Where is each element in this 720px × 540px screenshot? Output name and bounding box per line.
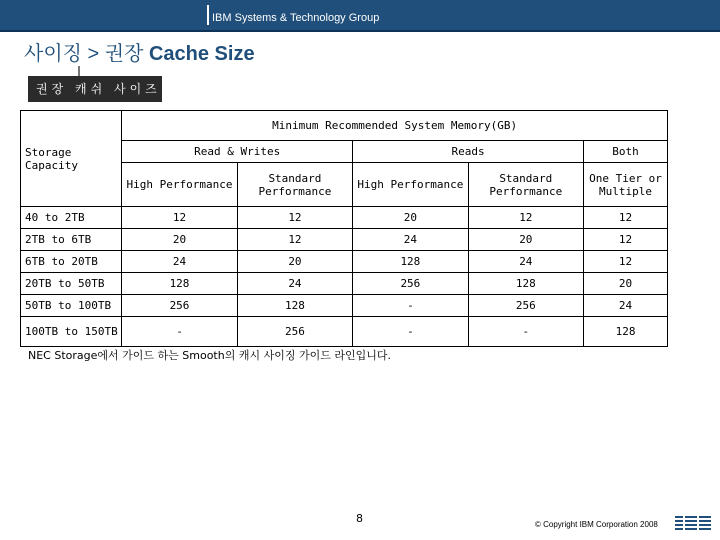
table-cell: 20: [353, 207, 468, 229]
table-cell: 128: [584, 317, 668, 347]
table-cell: 12: [584, 207, 668, 229]
table-cell: 128: [468, 273, 583, 295]
title-english: Cache Size: [148, 43, 255, 65]
col-header: High Performance: [353, 163, 468, 207]
col-header: High Performance: [122, 163, 237, 207]
row-label: 50TB to 100TB: [21, 295, 122, 317]
group-name: IBM Systems & Technology Group: [212, 12, 380, 24]
table-cell: -: [468, 317, 583, 347]
group-header-rw: Read & Writes: [122, 141, 353, 163]
table-cell: 24: [584, 295, 668, 317]
title-korean: 사이징 > 권장: [24, 43, 144, 65]
row-header: Storage Capacity: [21, 111, 122, 207]
row-label: 20TB to 50TB: [21, 273, 122, 295]
table-cell: 256: [468, 295, 583, 317]
slide-title: [24, 37, 255, 66]
table-cell: 24: [353, 229, 468, 251]
header-divider: [207, 5, 209, 25]
col-header: Standard Performance: [237, 163, 352, 207]
table-row: [21, 251, 668, 273]
row-label: 40 to 2TB: [21, 207, 122, 229]
table-row: [21, 295, 668, 317]
table-row: [21, 273, 668, 295]
table-cell: -: [353, 295, 468, 317]
table-cell: 256: [353, 273, 468, 295]
table-cell: 20: [584, 273, 668, 295]
cache-size-table: [20, 110, 668, 347]
table-cell: 12: [584, 251, 668, 273]
table-cell: 20: [237, 251, 352, 273]
table-cell: 128: [353, 251, 468, 273]
table-cell: 24: [468, 251, 583, 273]
table-cell: 12: [237, 207, 352, 229]
main-header: Minimum Recommended System Memory(GB): [122, 111, 668, 141]
group-header-both: Both: [584, 141, 668, 163]
footnote: NEC Storage에서 가이드 하는 Smooth의 캐시 사이징 가이드 라인입니다.: [28, 349, 391, 362]
table-row: [21, 207, 668, 229]
table-cell: 20: [468, 229, 583, 251]
table-cell: 12: [468, 207, 583, 229]
col-header: Standard Performance: [468, 163, 583, 207]
row-label: 2TB to 6TB: [21, 229, 122, 251]
table-cell: -: [122, 317, 237, 347]
table-cell: 24: [237, 273, 352, 295]
group-header-reads: Reads: [353, 141, 584, 163]
col-header: One Tier or Multiple: [584, 163, 668, 207]
header-bar: [0, 0, 720, 32]
page-number: 8: [356, 512, 363, 525]
table-cell: 256: [122, 295, 237, 317]
row-label: 100TB to 150TB: [21, 317, 122, 347]
table-cell: 12: [122, 207, 237, 229]
row-label: 6TB to 20TB: [21, 251, 122, 273]
section-tab: [28, 76, 162, 102]
table-cell: 12: [584, 229, 668, 251]
section-tab-label: 권장 캐쉬 사이즈: [36, 82, 161, 96]
table-cell: 24: [122, 251, 237, 273]
table-row: [21, 229, 668, 251]
ibm-logo-icon: [675, 515, 711, 533]
table-cell: 128: [237, 295, 352, 317]
tab-tick: [78, 66, 80, 76]
table-cell: 128: [122, 273, 237, 295]
copyright-text: © Copyright IBM Corporation 2008: [535, 520, 658, 529]
table-cell: 20: [122, 229, 237, 251]
table-cell: 256: [237, 317, 352, 347]
table-cell: -: [353, 317, 468, 347]
table-cell: 12: [237, 229, 352, 251]
table-row: [21, 317, 668, 347]
